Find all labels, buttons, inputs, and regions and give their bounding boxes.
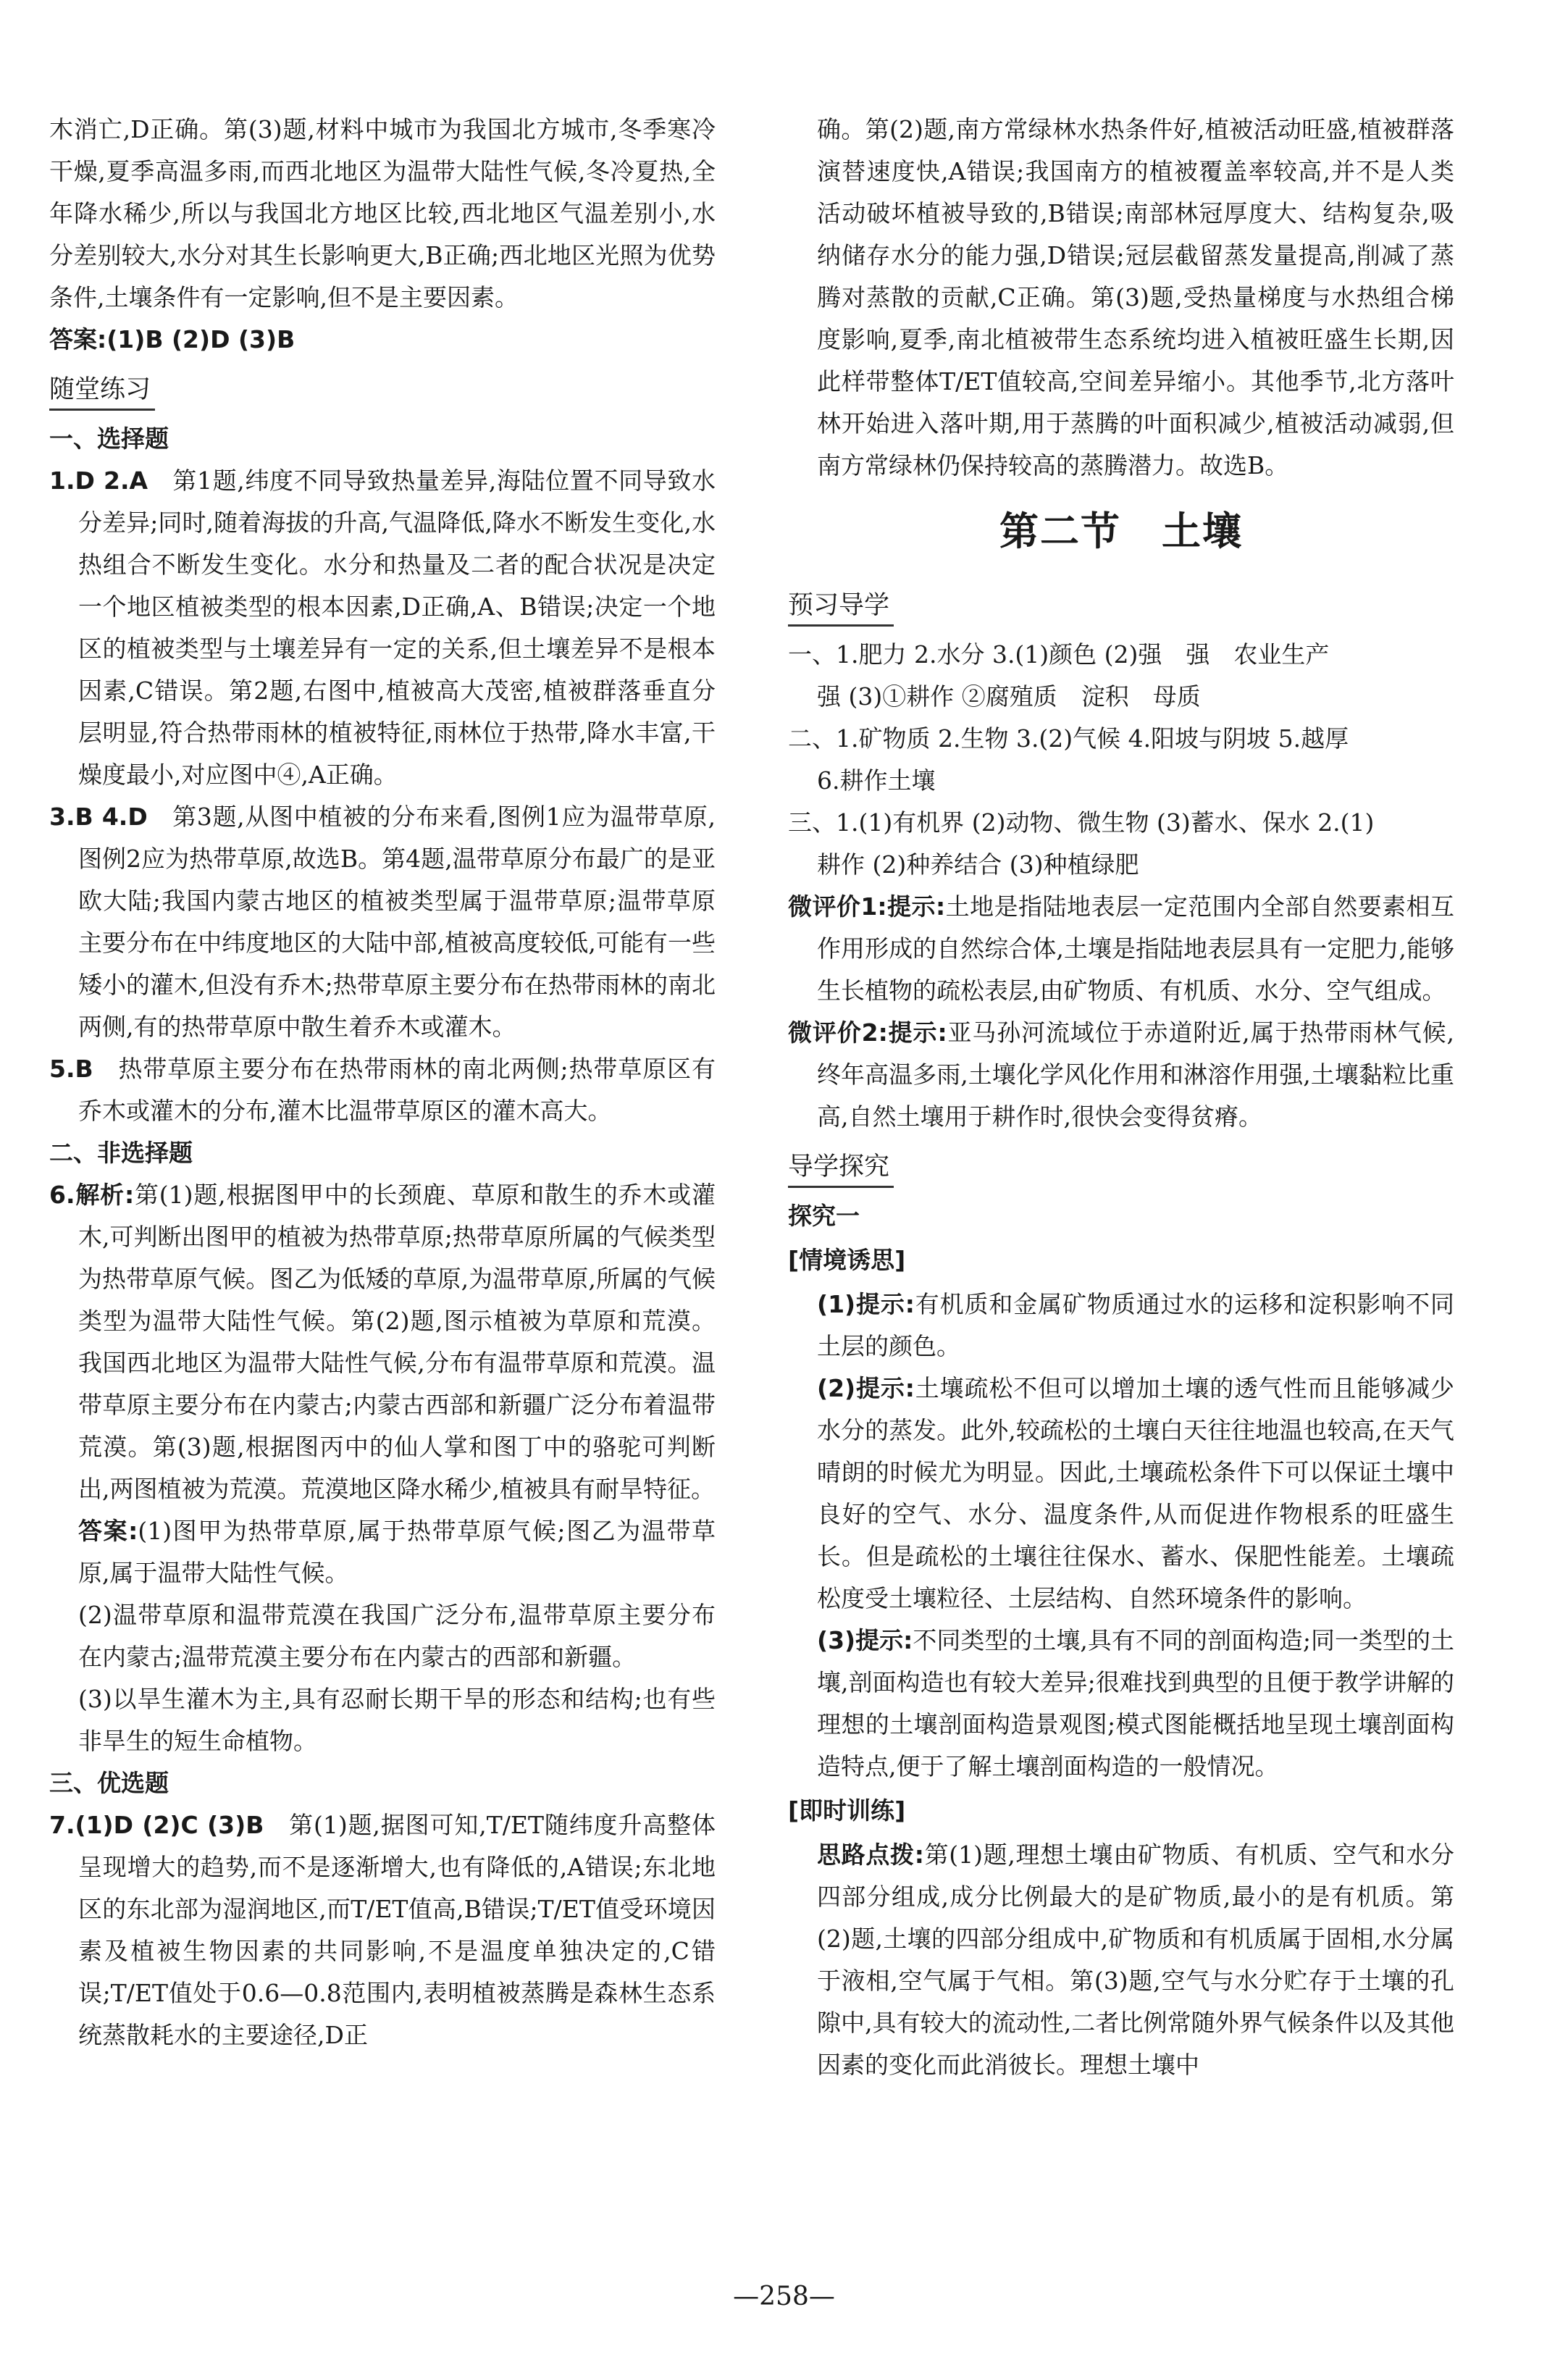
question-7-label: 7.(1)D (2)C (3)B [49, 1811, 264, 1839]
micro-eval-1 [788, 886, 1454, 1012]
heading-youxuan: 三、优选题 [49, 1769, 169, 1797]
bracket-qingjing: [情境诱思] [788, 1246, 906, 1274]
question-6 [49, 1174, 716, 1510]
heading-xuanze: 一、选择题 [49, 424, 169, 453]
section-header-suitang: 随堂练习 [49, 371, 155, 411]
question-6-label: 6.解析: [49, 1181, 135, 1209]
preview-line-3b: 耕作 (2)种养结合 (3)种植绿肥 [817, 850, 1139, 879]
micro-eval-1-text: 土地是指陆地表层一定范围内全部自然要素相互作用形成的自然综合体,土壤是指陆地表层具有一定肥力,能够生长植物的疏松表层,由矿物质、有机质、水分、空气组成。 [817, 892, 1455, 1005]
answer-label: 答案: [49, 325, 107, 353]
micro-eval-1-label: 微评价1:提示: [788, 892, 946, 921]
section-header-yuxi: 预习导学 [788, 587, 894, 627]
question-5 [49, 1048, 716, 1132]
bracket-jishi: [即时训练] [788, 1796, 906, 1825]
micro-eval-2 [788, 1012, 1454, 1138]
chapter-title: 第二节 土壤 [999, 508, 1243, 554]
preview-line-2a: 二、1.矿物质 2.生物 3.(2)气候 4.阳坡与阴坡 5.越厚 [788, 724, 1349, 753]
question-3-4-text: 第3题,从图中植被的分布来看,图例1应为温带草原,图例2应为热带草原,故选B。第4题,温带草原分布最广的是亚欧大陆;我国内蒙古地区的植被类型属于温带草原;温带草原主要分布在中纬度地区的大陆中部,植被高度较低,可能有一些矮小的灌木,但没有乔木;热带草原主要分布在热带雨林的南北两侧,有的热带草原中散生着乔木或灌木。 [78, 803, 716, 1041]
question-7-text: 第(1)题,据图可知,T/ET随纬度升高整体呈现增大的趋势,而不是逐渐增大,也有降低的,A错误;东北地区的东北部为湿润地区,而T/ET值高,B错误;T/ET值受环境因素及植被生物因素的共同影响,不是温度单独决定的,C错误;T/ET值处于0.6—0.8范围内,表明植被蒸腾是森林生态系统蒸散耗水的主要途径,D正 [78, 1811, 716, 2049]
preview-line-2b: 6.耕作土壤 [817, 766, 936, 795]
page-number: —258— [733, 2282, 835, 2311]
heading-feixuanze: 二、非选择题 [49, 1139, 193, 1167]
solution-hint [788, 1834, 1454, 2086]
question-3-4 [49, 796, 716, 1048]
question-6-answer-1 [49, 1510, 716, 1594]
scenario-hint-2-text: 土壤疏松不但可以增加土壤的透气性而且能够减少水分的蒸发。此外,较疏松的土壤白天往往地温也较高,在天气晴朗的时候尤为明显。因此,土壤疏松条件下可以保证土壤中良好的空气、水分、温度条件,从而促进作物根系的旺盛生长。但是疏松的土壤往往保水、蓄水、保肥性能差。土壤疏松度受土壤粒径、土层结构、自然环境条件的影响。 [817, 1374, 1455, 1612]
scenario-hint-3-label: (3)提示: [817, 1626, 913, 1654]
question-5-label: 5.B [49, 1055, 93, 1083]
solution-hint-label: 思路点拨: [817, 1841, 924, 1869]
question-6-text: 第(1)题,根据图甲中的长颈鹿、草原和散生的乔木或灌木,可判断出图甲的植被为热带草原;热带草原所属的气候类型为热带草原气候。图乙为低矮的草原,为温带草原,所属的气候类型为温带大陆性气候。第(2)题,图示植被为草原和荒漠。我国西北地区为温带大陆性气候,分布有温带草原和荒漠。温带草原主要分布在内蒙古;内蒙古西部和新疆广泛分布着温带荒漠。第(3)题,根据图丙中的仙人掌和图丁中的骆驼可判断出,两图植被为荒漠。荒漠地区降水稀少,植被具有耐旱特征。 [78, 1181, 716, 1503]
solution-hint-text: 第(1)题,理想土壤由矿物质、有机质、空气和水分四部分组成,成分比例最大的是矿物质,最小的是有机质。第(2)题,土壤的四部分组成中,矿物质和有机质属于固相,水分属于液相,空气属于气相。第(3)题,空气与水分贮存于土壤的孔隙中,具有较大的流动性,二者比例常随外界气候条件以及其他因素的变化而此消彼长。理想土壤中 [817, 1841, 1455, 2079]
question-6-answer-2: (2)温带草原和温带荒漠在我国广泛分布,温带草原主要分布在内蒙古;温带荒漠主要分布在内蒙古的西部和新疆。 [78, 1601, 716, 1671]
left-column [49, 109, 716, 2056]
preview-line-3a: 三、1.(1)有机界 (2)动物、微生物 (3)蓄水、保水 2.(1) [788, 808, 1375, 837]
preview-line-1a: 一、1.肥力 2.水分 3.(1)颜色 (2)强 强 农业生产 [788, 640, 1330, 669]
preview-line-1b: 强 (3)①耕作 ②腐殖质 淀积 母质 [817, 682, 1201, 711]
answer-text: (1)B (2)D (3)B [106, 325, 295, 353]
question-3-4-label: 3.B 4.D [49, 803, 148, 831]
answer-line-1 [49, 319, 716, 361]
question-6-answer-label: 答案: [78, 1517, 138, 1545]
scenario-hint-3-text: 不同类型的土壤,具有不同的剖面构造;同一类型的土壤,剖面构造也有较大差异;很难找到典型的且便于教学讲解的理想的土壤剖面构造景观图;模式图能概括地呈现土壤剖面构造特点,便于了解土壤剖面构造的一般情况。 [817, 1626, 1455, 1780]
question-6-answer-1-text: (1)图甲为热带草原,属于热带草原气候;图乙为温带草原,属于温带大陆性气候。 [78, 1517, 716, 1587]
question-1-2-text: 第1题,纬度不同导致热量差异,海陆位置不同导致水分差异;同时,随着海拔的升高,气温降低,降水不断发生变化,水热组合不断发生变化。水分和热量及二者的配合状况是决定一个地区植被类型的根本因素,D正确,A、B错误;决定一个地区的植被类型与土壤差异有一定的关系,但土壤差异不是根本因素,C错误。第2题,右图中,植被高大茂密,植被群落垂直分层明显,符合热带雨林的植被特征,雨林位于热带,降水丰富,干燥度最小,对应图中④,A正确。 [78, 466, 716, 789]
heading-tanjiu: 探究一 [788, 1202, 860, 1230]
question-1-2-label: 1.D 2.A [49, 466, 148, 495]
question-6-answer-3: (3)以旱生灌木为主,具有忍耐长期干旱的形态和结构;也有些非旱生的短生命植物。 [78, 1685, 716, 1755]
left-top-paragraph: 木消亡,D正确。第(3)题,材料中城市为我国北方城市,冬季寒冷干燥,夏季高温多雨,而西北地区为温带大陆性气候,冬冷夏热,全年降水稀少,所以与我国北方地区比较,西北地区气温差别小,水分差别较大,水分对其生长影响更大,B正确;西北地区光照为优势条件,土壤条件有一定影响,但不是主要因素。 [49, 115, 716, 311]
micro-eval-2-label: 微评价2:提示: [788, 1018, 947, 1047]
question-5-text: 热带草原主要分布在热带雨林的南北两侧;热带草原区有乔木或灌木的分布,灌木比温带草原区的灌木高大。 [78, 1055, 716, 1125]
question-1-2 [49, 460, 716, 796]
micro-eval-2-text: 亚马孙河流域位于赤道附近,属于热带雨林气候,终年高温多雨,土壤化学风化作用和淋溶作用强,土壤黏粒比重高,自然土壤用于耕作时,很快会变得贫瘠。 [817, 1018, 1454, 1131]
scenario-hint-1 [788, 1284, 1454, 1368]
scenario-hint-2-label: (2)提示: [817, 1374, 915, 1402]
right-top-paragraph: 确。第(2)题,南方常绿林水热条件好,植被活动旺盛,植被群落演替速度快,A错误;我国南方的植被覆盖率较高,并不是人类活动破坏植被导致的,B错误;南部林冠厚度大、结构复杂,吸纳储存水分的能力强,D错误;冠层截留蒸发量提高,削减了蒸腾对蒸散的贡献,C正确。第(3)题,受热量梯度与水热组合梯度影响,夏季,南北植被带生态系统均进入植被旺盛生长期,因此样带整体T/ET值较高,空间差异缩小。其他季节,北方落叶林开始进入落叶期,用于蒸腾的叶面积减少,植被活动减弱,但南方常绿林仍保持较高的蒸腾潜力。故选B。 [817, 115, 1454, 480]
scenario-hint-2 [788, 1368, 1454, 1620]
scenario-hint-1-label: (1)提示: [817, 1290, 915, 1318]
scenario-hint-3 [788, 1620, 1454, 1788]
section-header-daoxue: 导学探究 [788, 1148, 894, 1188]
question-7 [49, 1804, 716, 2056]
right-column [788, 109, 1454, 2086]
scenario-hint-1-text: 有机质和金属矿物质通过水的运移和淀积影响不同土层的颜色。 [817, 1290, 1455, 1360]
